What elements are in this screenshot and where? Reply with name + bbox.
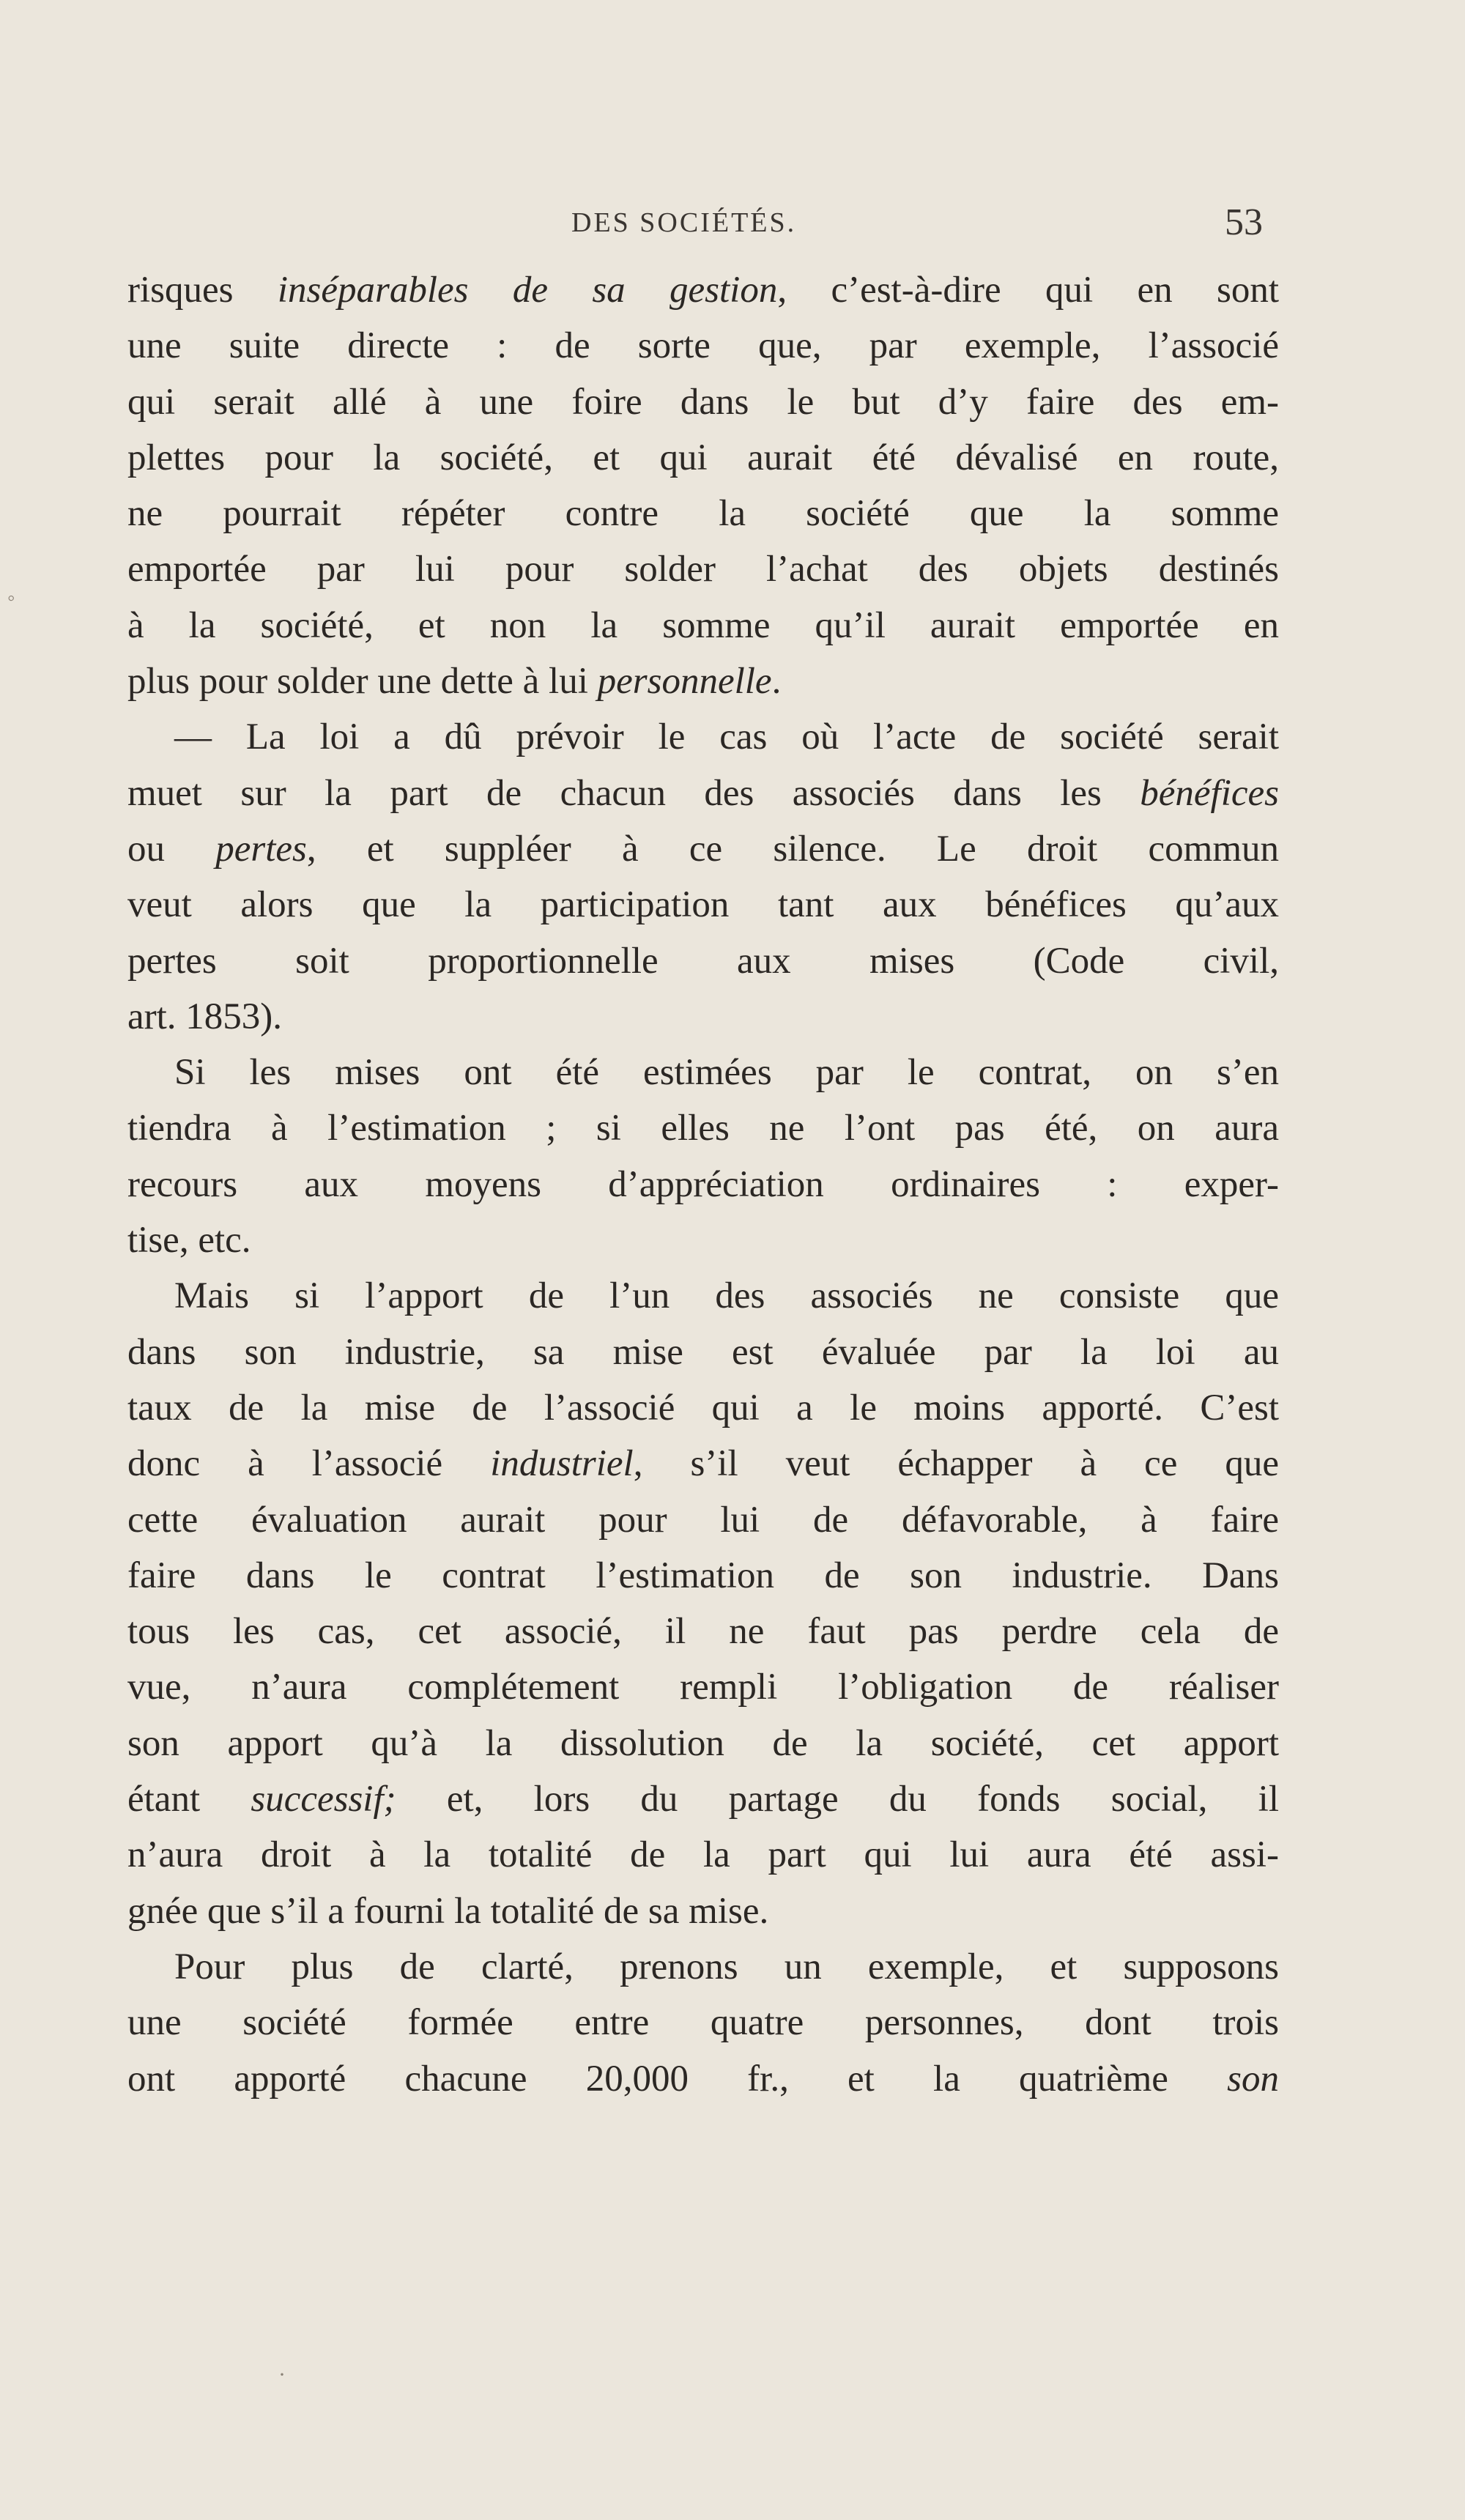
text-line: veut alors que la participation tant aux bénéfices qu’aux — [127, 884, 1279, 926]
text-line: une société formée entre quatre personnes, dont trois — [127, 2002, 1279, 2044]
body-text — [127, 262, 1279, 2107]
text-line: n’aura droit à la totalité de la part qui lui aura été assi- — [127, 1834, 1279, 1876]
text-line: faire dans le contrat l’estimation de son industrie. Dans — [127, 1554, 1279, 1596]
paragraph-start: Pour plus de clarté, prenons un exemple, et supposons — [174, 1946, 1279, 1987]
text-line: ne pourrait répéter contre la société que la somme — [127, 493, 1279, 535]
margin-speck: ◦ — [7, 586, 15, 610]
text-line: cette évaluation aurait pour lui de défavorable, à faire — [127, 1499, 1279, 1541]
text-line: à la société, et non la somme qu’il aurait emportée en — [127, 604, 1279, 646]
text-line: pertes soit proportionnelle aux mises (Code civil, — [127, 940, 1279, 982]
text-line: tise, etc. — [127, 1220, 251, 1261]
text-line: plus pour solder une dette à lui personnelle. — [127, 661, 782, 703]
text-line: recours aux moyens d’appréciation ordinaires : exper- — [127, 1163, 1279, 1205]
text-line: qui serait allé à une foire dans le but d’y faire des em- — [127, 381, 1279, 423]
text-line: art. 1853). — [127, 996, 283, 1037]
text-line: plettes pour la société, et qui aurait été dévalisé en route, — [127, 437, 1279, 478]
running-head — [0, 201, 1465, 251]
text-line: ou pertes, et suppléer à ce silence. Le droit commun — [127, 828, 1280, 870]
text-line: emportée par lui pour solder l’achat des objets destinés — [127, 549, 1279, 590]
paragraph-start: — La loi a dû prévoir le cas où l’acte de société serait — [174, 716, 1279, 758]
page-number: 53 — [1225, 201, 1263, 243]
text-line: étant successif; et, lors du partage du fonds social, il — [127, 1779, 1279, 1820]
text-line: une suite directe : de sorte que, par exemple, l’associé — [127, 325, 1279, 367]
text-line: tiendra à l’estimation ; si elles ne l’ont pas été, on aura — [127, 1108, 1279, 1149]
text-line: taux de la mise de l’associé qui a le moins apporté. C’est — [127, 1387, 1279, 1428]
paper-speck: · — [278, 2362, 286, 2387]
text-line: vue, n’aura complétement rempli l’obligation de réaliser — [127, 1667, 1279, 1708]
text-line: donc à l’associé industriel, s’il veut échapper à ce que — [127, 1443, 1279, 1485]
text-line: ont apporté chacune 20,000 fr., et la quatrième son — [127, 2058, 1279, 2100]
text-line: tous les cas, cet associé, il ne faut pas perdre cela de — [127, 1611, 1279, 1653]
running-title: DES SOCIÉTÉS. — [571, 207, 797, 238]
paragraph-start: Mais si l’apport de l’un des associés ne consiste que — [174, 1275, 1279, 1317]
paragraph-start: Si les mises ont été estimées par le contrat, on s’en — [174, 1052, 1279, 1094]
text-line: risques inséparables de sa gestion, c’est-à-dire qui en sont — [127, 270, 1279, 311]
text-line: son apport qu’à la dissolution de la société, cet apport — [127, 1722, 1279, 1764]
text-line: muet sur la part de chacun des associés dans les bénéfices — [127, 772, 1279, 814]
text-line: dans son industrie, sa mise est évaluée par la loi au — [127, 1331, 1279, 1373]
text-line: gnée que s’il a fourni la totalité de sa mise. — [127, 1890, 769, 1932]
